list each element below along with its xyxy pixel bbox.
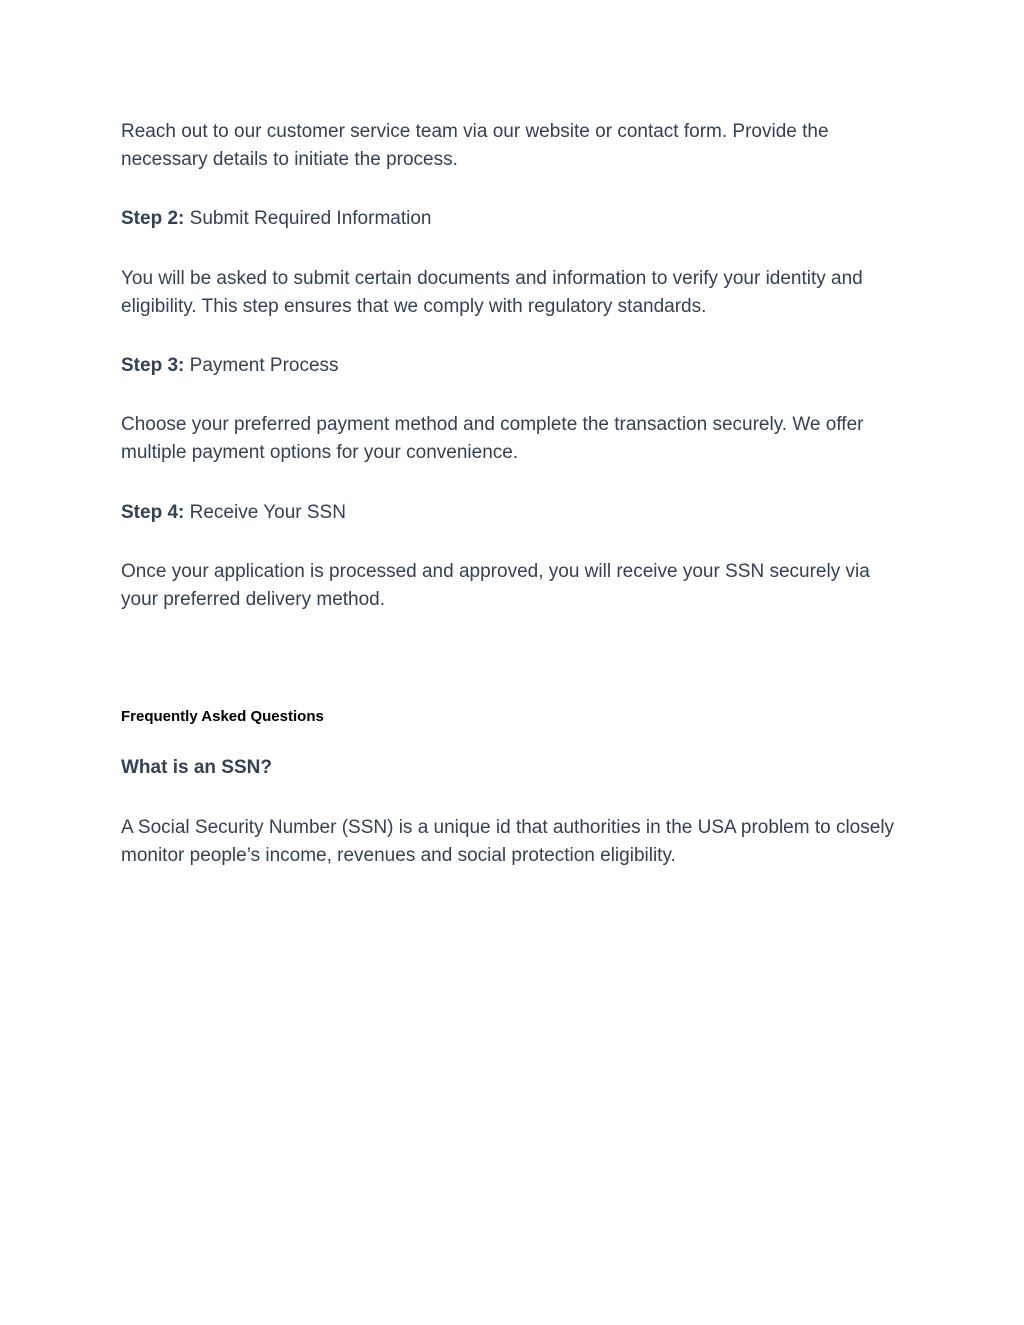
intro-paragraph: Reach out to our customer service team via our website or contact form. Provide the necessary details to initiate the process. <box>121 121 829 170</box>
step-2-title: Submit Required Information <box>189 208 432 229</box>
step-4-description: Once your application is processed and approved, you will receive your SSN securely via your preferred delivery method. <box>121 561 870 610</box>
step-3-heading <box>121 352 339 380</box>
step-2-description: You will be asked to submit certain documents and information to verify your identity and eligibility. This step ensures that we comply with regulatory standards. <box>121 268 863 317</box>
step-2-heading <box>121 205 431 233</box>
step-3-label: Step 3: <box>121 355 185 376</box>
step-3-description: Choose your preferred payment method and complete the transaction securely. We offer multiple payment options for your convenience. <box>121 414 864 463</box>
faq-question: What is an SSN? <box>121 757 272 778</box>
step-4-title: Receive Your SSN <box>189 502 346 523</box>
step-2-label: Step 2: <box>121 208 185 229</box>
step-3-title: Payment Process <box>189 355 339 376</box>
step-4-heading <box>121 499 346 527</box>
faq-answer: A Social Security Number (SSN) is a unique id that authorities in the USA problem to closely monitor people’s income, revenues and social protection eligibility. <box>121 817 895 866</box>
step-4-label: Step 4: <box>121 502 185 523</box>
faq-heading: Frequently Asked Questions <box>121 708 324 725</box>
